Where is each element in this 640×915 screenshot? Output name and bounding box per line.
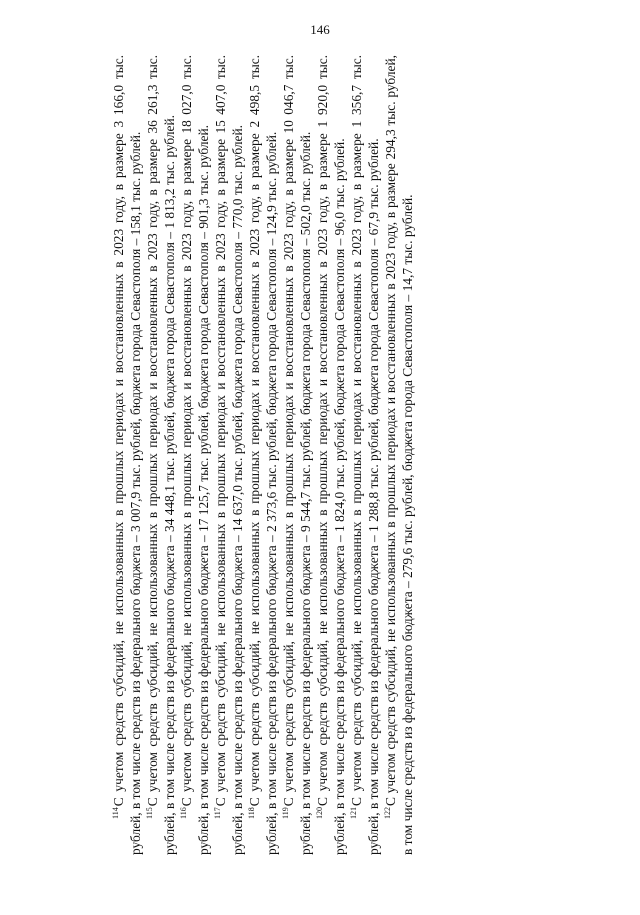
footnote-117 xyxy=(212,55,246,855)
footnote-marker: 119 xyxy=(280,807,290,819)
footnote-marker: 120 xyxy=(314,807,324,819)
footnote-121 xyxy=(348,55,382,855)
footnote-marker: 118 xyxy=(246,807,256,819)
footnote-120 xyxy=(314,55,348,855)
footnote-text: С учетом средств субсидий, не использованных в прошлых периодах и восстановленных в 2023 году, в размере 3 166,0 тыс. рублей, в том числе средств из федерального бюджета – 3 007,9 тыс. рублей, бюджета города Севастополя – 158,1 тыс. рублей. xyxy=(111,55,143,855)
footnote-text: С учетом средств субсидий, не использованных в прошлых периодах и восстановленных в 2023 году, в размере 18 027,0 тыс. рублей, в том числе средств из федерального бюджета – 17 125,7 тыс. рублей, бюджета города Севастополя – 901,3 тыс. рублей. xyxy=(179,55,211,855)
footnote-text: С учетом средств субсидий, не использованных в прошлых периодах и восстановленных в 2023 году, в размере 1 920,0 тыс. рублей, в том числе средств из федерального бюджета – 1 824,0 тыс. рублей, бюджета города Севастополя – 96,0 тыс. рублей. xyxy=(315,55,347,855)
footnote-marker: 114 xyxy=(110,807,120,819)
footnote-text: С учетом средств субсидий, не использованных в прошлых периодах и восстановленных в 2023 году, в размере 10 046,7 тыс. рублей, в том числе средств из федерального бюджета – 9 544,7 тыс. рублей, бюджета города Севастополя – 502,0 тыс. рублей. xyxy=(281,55,313,855)
footnotes-block xyxy=(110,55,570,855)
footnote-114 xyxy=(110,55,144,855)
footnote-118 xyxy=(246,55,280,855)
footnote-marker: 117 xyxy=(212,807,222,819)
footnote-marker: 121 xyxy=(348,807,358,819)
footnote-marker: 116 xyxy=(178,807,188,819)
page-number: 146 xyxy=(310,22,330,37)
footnote-text: С учетом средств субсидий, не использованных в прошлых периодах и восстановленных в 2023 году, в размере 15 407,0 тыс. рублей, в том числе средств из федерального бюджета – 14 637,0 тыс. рублей, бюджета города Севастополя – 770,0 тыс. рублей. xyxy=(213,55,245,855)
footnote-text: С учетом средств субсидий, не использованных в прошлых периодах и восстановленных в 2023 году, в размере 294,3 тыс. рублей, в том числе средств из федерального бюджета – 279,6 тыс. рублей, бюджета города Севастополя – 14,7 тыс. рублей. xyxy=(383,55,415,855)
footnote-marker: 115 xyxy=(144,807,154,819)
footnote-119 xyxy=(280,55,314,855)
footnote-text: С учетом средств субсидий, не использованных в прошлых периодах и восстановленных в 2023 году, в размере 2 498,5 тыс. рублей, в том числе средств из федерального бюджета – 2 373,6 тыс. рублей, бюджета города Севастополя – 124,9 тыс. рублей. xyxy=(247,55,279,855)
footnote-122 xyxy=(382,55,416,855)
footnote-text: С учетом средств субсидий, не использованных в прошлых периодах и восстановленных в 2023 году, в размере 1 356,7 тыс. рублей, в том числе средств из федерального бюджета – 1 288,8 тыс. рублей, бюджета города Севастополя – 67,9 тыс. рублей. xyxy=(349,55,381,855)
footnote-marker: 122 xyxy=(382,807,392,819)
footnote-116 xyxy=(178,55,212,855)
footnote-text: С учетом средств субсидий, не использованных в прошлых периодах и восстановленных в 2023 году, в размере 36 261,3 тыс. рублей, в том числе средств из федерального бюджета – 34 448,1 тыс. рублей, бюджета города Севастополя – 1 813,2 тыс. рублей. xyxy=(145,55,177,855)
footnote-115 xyxy=(144,55,178,855)
